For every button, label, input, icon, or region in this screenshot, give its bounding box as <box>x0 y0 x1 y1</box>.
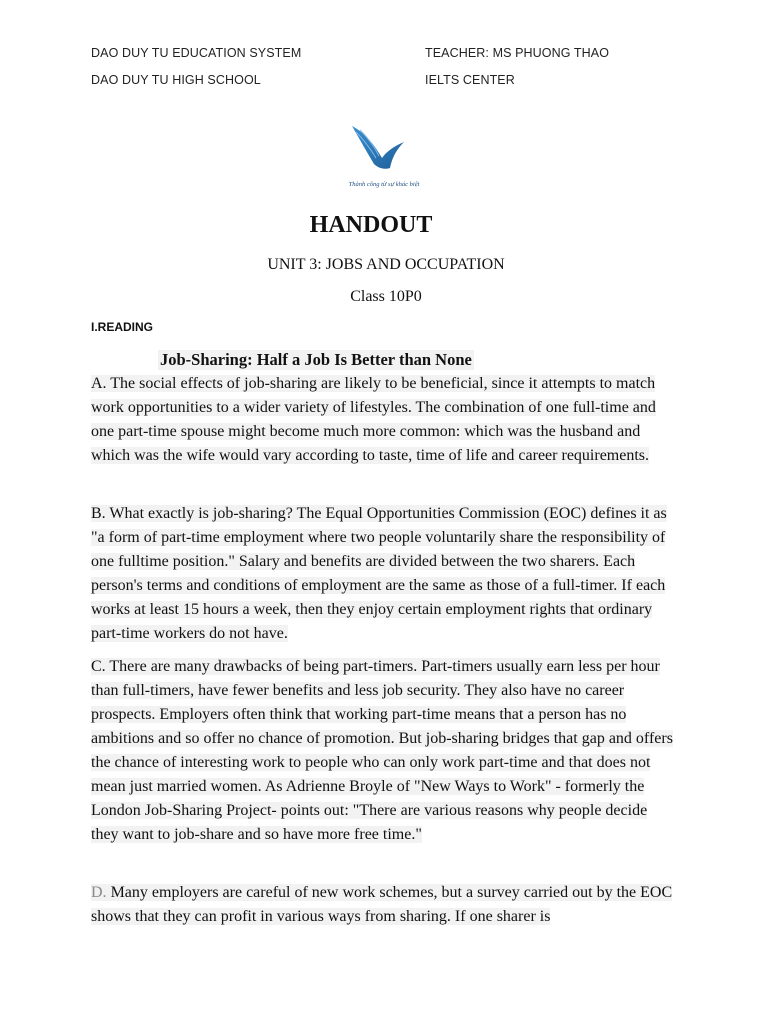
paragraph-a-text: A. The social effects of job-sharing are likely to be beneficial, since it attempts to match work opportunities to a wider variety of lifestyles. The combination of one full-time and one part-time spouse might become much more common: which was the husband and which was the wife would vary according to taste, time of life and career requirements. <box>91 375 656 464</box>
paragraph-d-text: Many employers are careful of new work schemes, but a survey carried out by the EOC shows that they can profit in various ways from sharing. If one sharer is <box>91 884 673 925</box>
class-label: Class 10P0 <box>350 288 422 305</box>
paragraph-d <box>91 881 677 929</box>
paragraph-b <box>91 502 677 646</box>
unit-subtitle: UNIT 3: JOBS AND OCCUPATION <box>267 256 505 273</box>
school-logo <box>334 118 434 198</box>
header-right-line2: IELTS CENTER <box>425 73 515 87</box>
header-left-line1: DAO DUY TU EDUCATION SYSTEM <box>91 46 302 60</box>
reading-title: Job-Sharing: Half a Job Is Better than None <box>160 350 472 369</box>
bird-wing-logo-icon <box>334 118 434 198</box>
page-title: HANDOUT <box>309 212 433 238</box>
paragraph-b-text: B. What exactly is job-sharing? The Equal Opportunities Commission (EOC) defines it as "a form of part-time employment where two people voluntarily share the responsibility of one fulltime position." Salary and benefits are divided between the two sharers. Each person's terms and conditions of employment are the same as those of a full-timer. If each works at least 15 hours a week, then they enjoy certain employment rights that ordinary part-time workers do not have. <box>91 505 667 642</box>
paragraph-c <box>91 655 677 847</box>
header-right-line1: TEACHER: MS PHUONG THAO <box>425 46 610 60</box>
header-left-line2: DAO DUY TU HIGH SCHOOL <box>91 73 261 87</box>
paragraph-c-text: C. There are many drawbacks of being part-timers. Part-timers usually earn less per hour than full-timers, have fewer benefits and less job security. They also have no career prospects. Employers often think that working part-time means that a person has no ambitions and so offer no chance of promotion. But job-sharing bridges that gap and offers the chance of interesting work to people who can only work part-time and that does not mean just married women. As Adrienne Broyle of "New Ways to Work" - formerly the London Job-Sharing Project- points out: "There are various reasons why people decide they want to job-share and so have more free time." <box>91 658 673 843</box>
logo-caption: Thành công từ sự khác biệt <box>348 181 420 188</box>
paragraph-a <box>91 372 677 468</box>
section-heading: I.READING <box>91 320 154 334</box>
paragraph-d-letter: D. <box>91 884 107 901</box>
